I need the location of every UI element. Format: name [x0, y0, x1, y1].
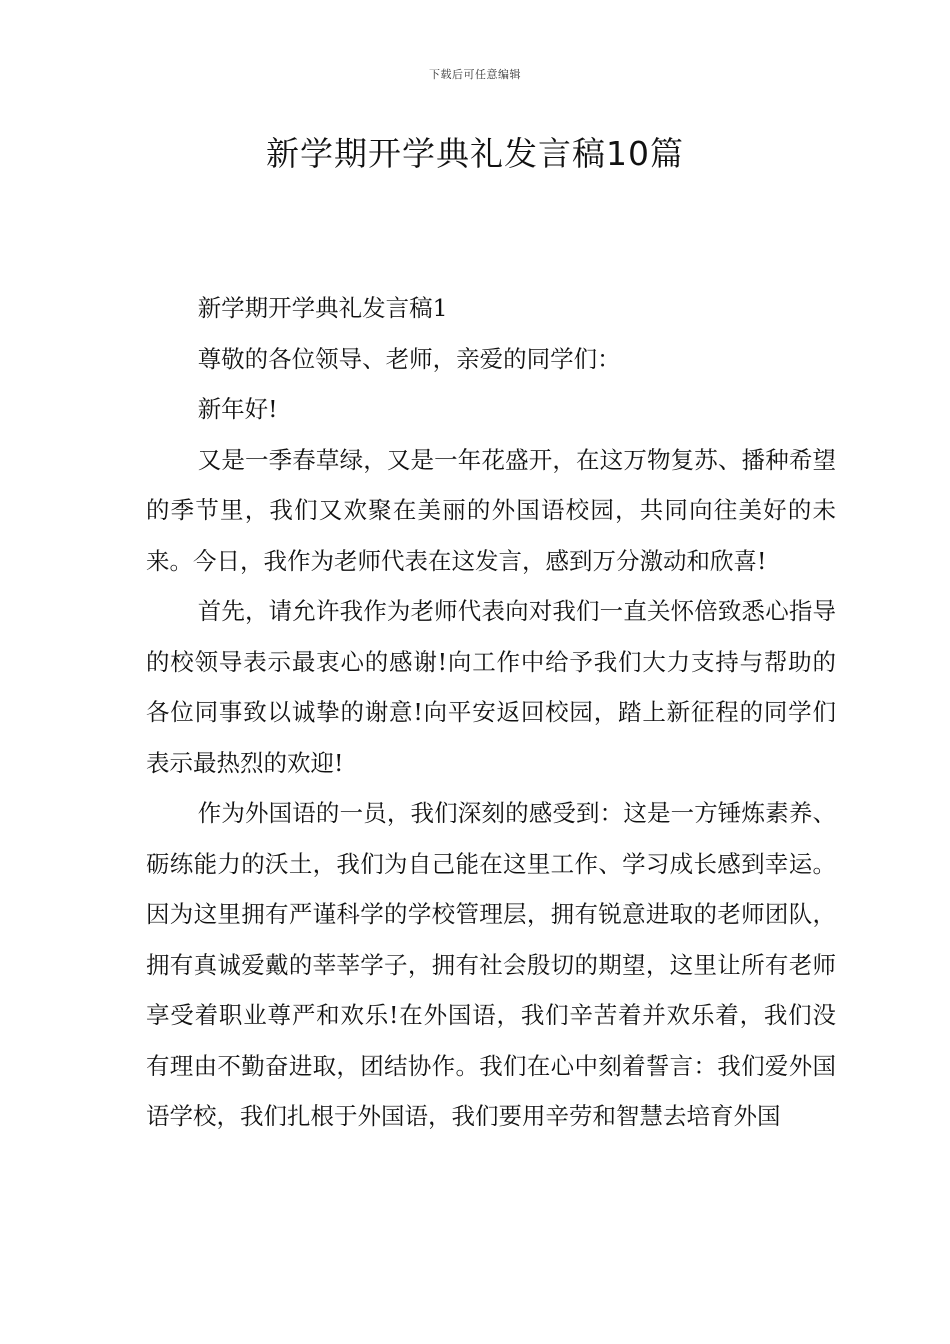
- greeting: 新年好!: [197, 395, 278, 423]
- body-paragraph: 又是一季春草绿，又是一年花盛开，在这万物复苏、播种希望的季节里，我们又欢聚在美丽的外国语校园，共同向往美好的未来。今日，我作为老师代表在这发言，感到万分激动和欣喜!: [146, 445, 836, 575]
- body-paragraph: 首先，请允许我作为老师代表向对我们一直关怀倍致悉心指导的校领导表示最衷心的感谢!向工作中给予我们大力支持与帮助的各位同事致以诚挚的谢意!向平安返回校园，踏上新征程的同学们表示最热烈的欢迎!: [146, 597, 836, 777]
- body-paragraph: 作为外国语的一员，我们深刻的感受到：这是一方锤炼素养、砺练能力的沃土，我们为自己能在这里工作、学习成长感到幸运。因为这里拥有严谨科学的学校管理层，拥有锐意进取的老师团队，拥有真诚爱戴的莘莘学子，拥有社会殷切的期望，这里让所有老师享受着职业尊严和欢乐!在外国语，我们辛苦着并欢乐着，我们没有理由不勤奋进取，团结协作。我们在心中刻着誓言：我们爱外国语学校，我们扎根于外国语，我们要用辛劳和智慧去培育外国: [146, 799, 836, 1130]
- header-note: 下载后可任意编辑: [429, 68, 521, 81]
- section-heading: 新学期开学典礼发言稿1: [197, 294, 448, 322]
- document-body: [146, 283, 836, 1142]
- document-title: 新学期开学典礼发言稿10篇: [266, 134, 684, 173]
- salutation: 尊敬的各位领导、老师，亲爱的同学们：: [197, 344, 621, 373]
